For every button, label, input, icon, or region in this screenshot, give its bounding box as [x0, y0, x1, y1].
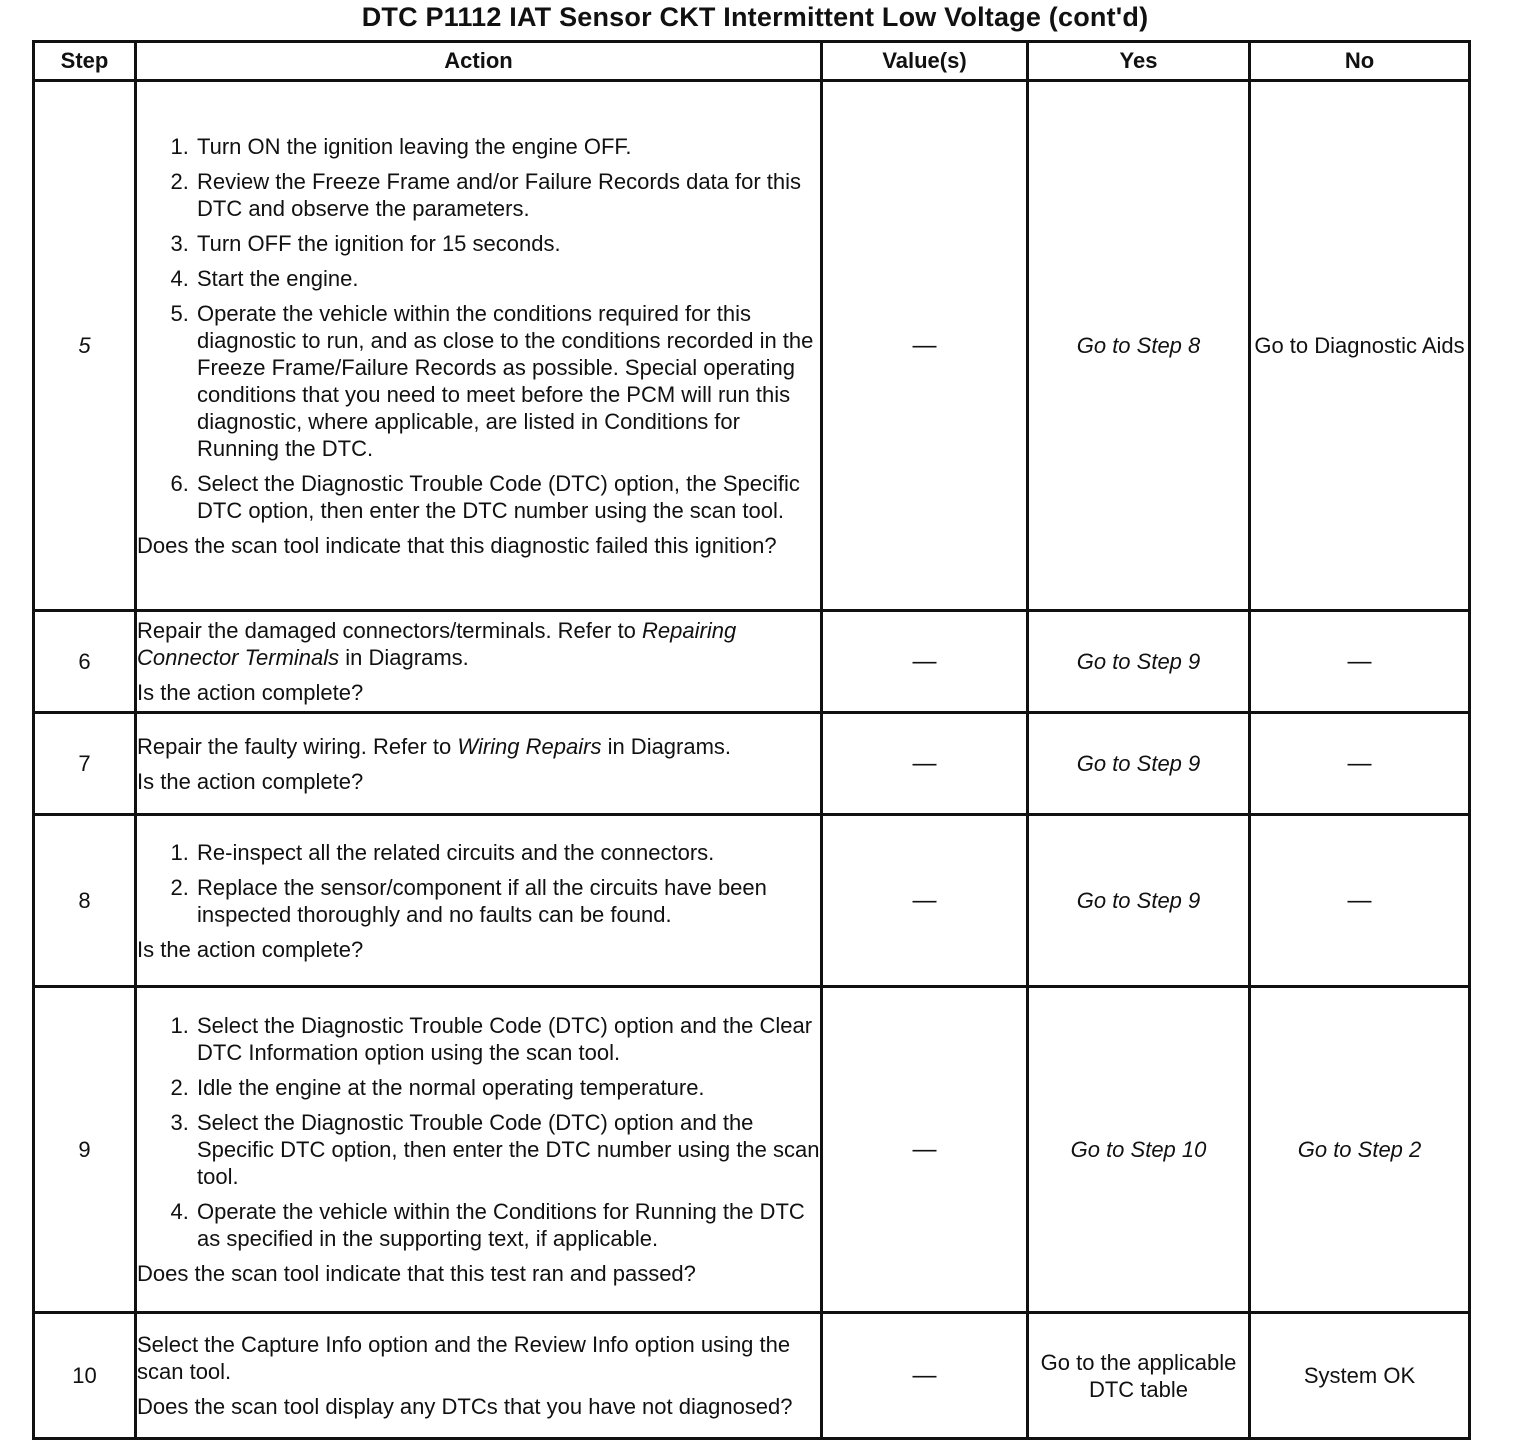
step-number: 10 — [34, 1313, 136, 1439]
action-question: Does the scan tool indicate that this diagnostic failed this ignition? — [137, 532, 777, 558]
action-step: 6. Select the Diagnostic Trouble Code (DTC) option, the Specific DTC option, then enter the DTC number using the scan tool. — [195, 470, 820, 524]
action-text-before: Repair the damaged connectors/terminals. Refer to — [137, 618, 643, 643]
action-step: 4. Start the engine. — [195, 265, 820, 292]
header-action: Action — [136, 42, 822, 81]
table-row-step-9 — [34, 987, 1470, 1313]
header-yes: Yes — [1028, 42, 1250, 81]
action-text-after: in Diagrams. — [601, 733, 732, 759]
diagnostic-table — [32, 40, 1471, 1440]
reference-link: Repairing Connector Terminals — [137, 618, 737, 670]
action-step: 2. Replace the sensor/component if all the circuits have been inspected thoroughly and no faults can be found. — [195, 874, 820, 928]
header-values: Value(s) — [822, 42, 1028, 81]
action-step: 2. Idle the engine at the normal operating temperature. — [195, 1074, 820, 1101]
no-result: — — [1250, 713, 1470, 815]
action-steps — [137, 1012, 820, 1252]
table-row-step-8 — [34, 815, 1470, 987]
value-cell: — — [822, 611, 1028, 713]
action-cell — [136, 81, 822, 611]
step-number: 6 — [34, 611, 136, 713]
action-step: 5. Operate the vehicle within the conditions required for this diagnostic to run, and as close to the conditions recorded in the Freeze Frame/Failure Records as possible. Special operating conditions that you need to meet before the PCM will run this diagnostic, where applicable, are listed in Conditions for Running the DTC. — [195, 300, 820, 462]
action-step: 1. Turn ON the ignition leaving the engine OFF. — [195, 133, 820, 160]
value-cell: — — [822, 987, 1028, 1313]
value-cell: — — [822, 713, 1028, 815]
action-step: 3. Select the Diagnostic Trouble Code (DTC) option and the Specific DTC option, then enter the DTC number using the scan tool. — [195, 1109, 820, 1190]
action-step: 2. Review the Freeze Frame and/or Failure Records data for this DTC and observe the parameters. — [195, 168, 820, 222]
no-result: — — [1250, 815, 1470, 987]
yes-result: Go to the applicable DTC table — [1028, 1313, 1250, 1439]
step-number: 8 — [34, 815, 136, 987]
page-title: DTC P1112 IAT Sensor CKT Intermittent Low Voltage (cont'd) — [361, 2, 1149, 32]
table-row-step-5 — [34, 81, 1470, 611]
no-result: — — [1250, 611, 1470, 713]
table-row-step-10 — [34, 1313, 1470, 1439]
action-question: Is the action complete? — [137, 680, 364, 705]
action-question: Is the action complete? — [137, 936, 364, 962]
yes-result: Go to Step 9 — [1028, 815, 1250, 987]
header-step: Step — [34, 42, 136, 81]
action-text — [137, 733, 820, 760]
action-step: 4. Operate the vehicle within the Conditions for Running the DTC as specified in the supporting text, if applicable. — [195, 1198, 820, 1252]
action-cell — [136, 815, 822, 987]
action-text — [137, 617, 820, 671]
action-question: Does the scan tool indicate that this test ran and passed? — [137, 1261, 696, 1286]
action-steps — [137, 133, 820, 524]
action-text-after: in Diagrams. — [339, 645, 469, 670]
table-row-step-6 — [34, 611, 1470, 713]
step-number: 5 — [34, 81, 136, 611]
action-steps — [137, 839, 820, 928]
reference-link: Wiring Repairs — [457, 733, 602, 759]
yes-result: Go to Step 9 — [1028, 611, 1250, 713]
value-cell: — — [822, 81, 1028, 611]
step-number: 9 — [34, 987, 136, 1313]
action-question: Is the action complete? — [137, 768, 364, 794]
action-question: Does the scan tool display any DTCs that you have not diagnosed? — [137, 1394, 793, 1419]
action-step: 1. Re-inspect all the related circuits and the connectors. — [195, 839, 820, 866]
action-text: Select the Capture Info option and the Review Info option using the scan tool. — [137, 1332, 791, 1384]
step-number: 7 — [34, 713, 136, 815]
no-result: Go to Diagnostic Aids — [1250, 81, 1470, 611]
yes-result: Go to Step 10 — [1028, 987, 1250, 1313]
action-step: 1. Select the Diagnostic Trouble Code (DTC) option and the Clear DTC Information option using the scan tool. — [195, 1012, 820, 1066]
action-cell — [136, 611, 822, 713]
value-cell: — — [822, 815, 1028, 987]
value-cell: — — [822, 1313, 1028, 1439]
header-row — [34, 42, 1470, 81]
table-row-step-7 — [34, 713, 1470, 815]
yes-result: Go to Step 8 — [1028, 81, 1250, 611]
no-result: Go to Step 2 — [1250, 987, 1470, 1313]
action-text-before: Repair the faulty wiring. Refer to — [137, 733, 458, 759]
yes-result: Go to Step 9 — [1028, 713, 1250, 815]
action-cell — [136, 713, 822, 815]
action-step: 3. Turn OFF the ignition for 15 seconds. — [195, 230, 820, 257]
no-result: System OK — [1250, 1313, 1470, 1439]
action-cell — [136, 1313, 822, 1439]
action-cell — [136, 987, 822, 1313]
header-no: No — [1250, 42, 1470, 81]
